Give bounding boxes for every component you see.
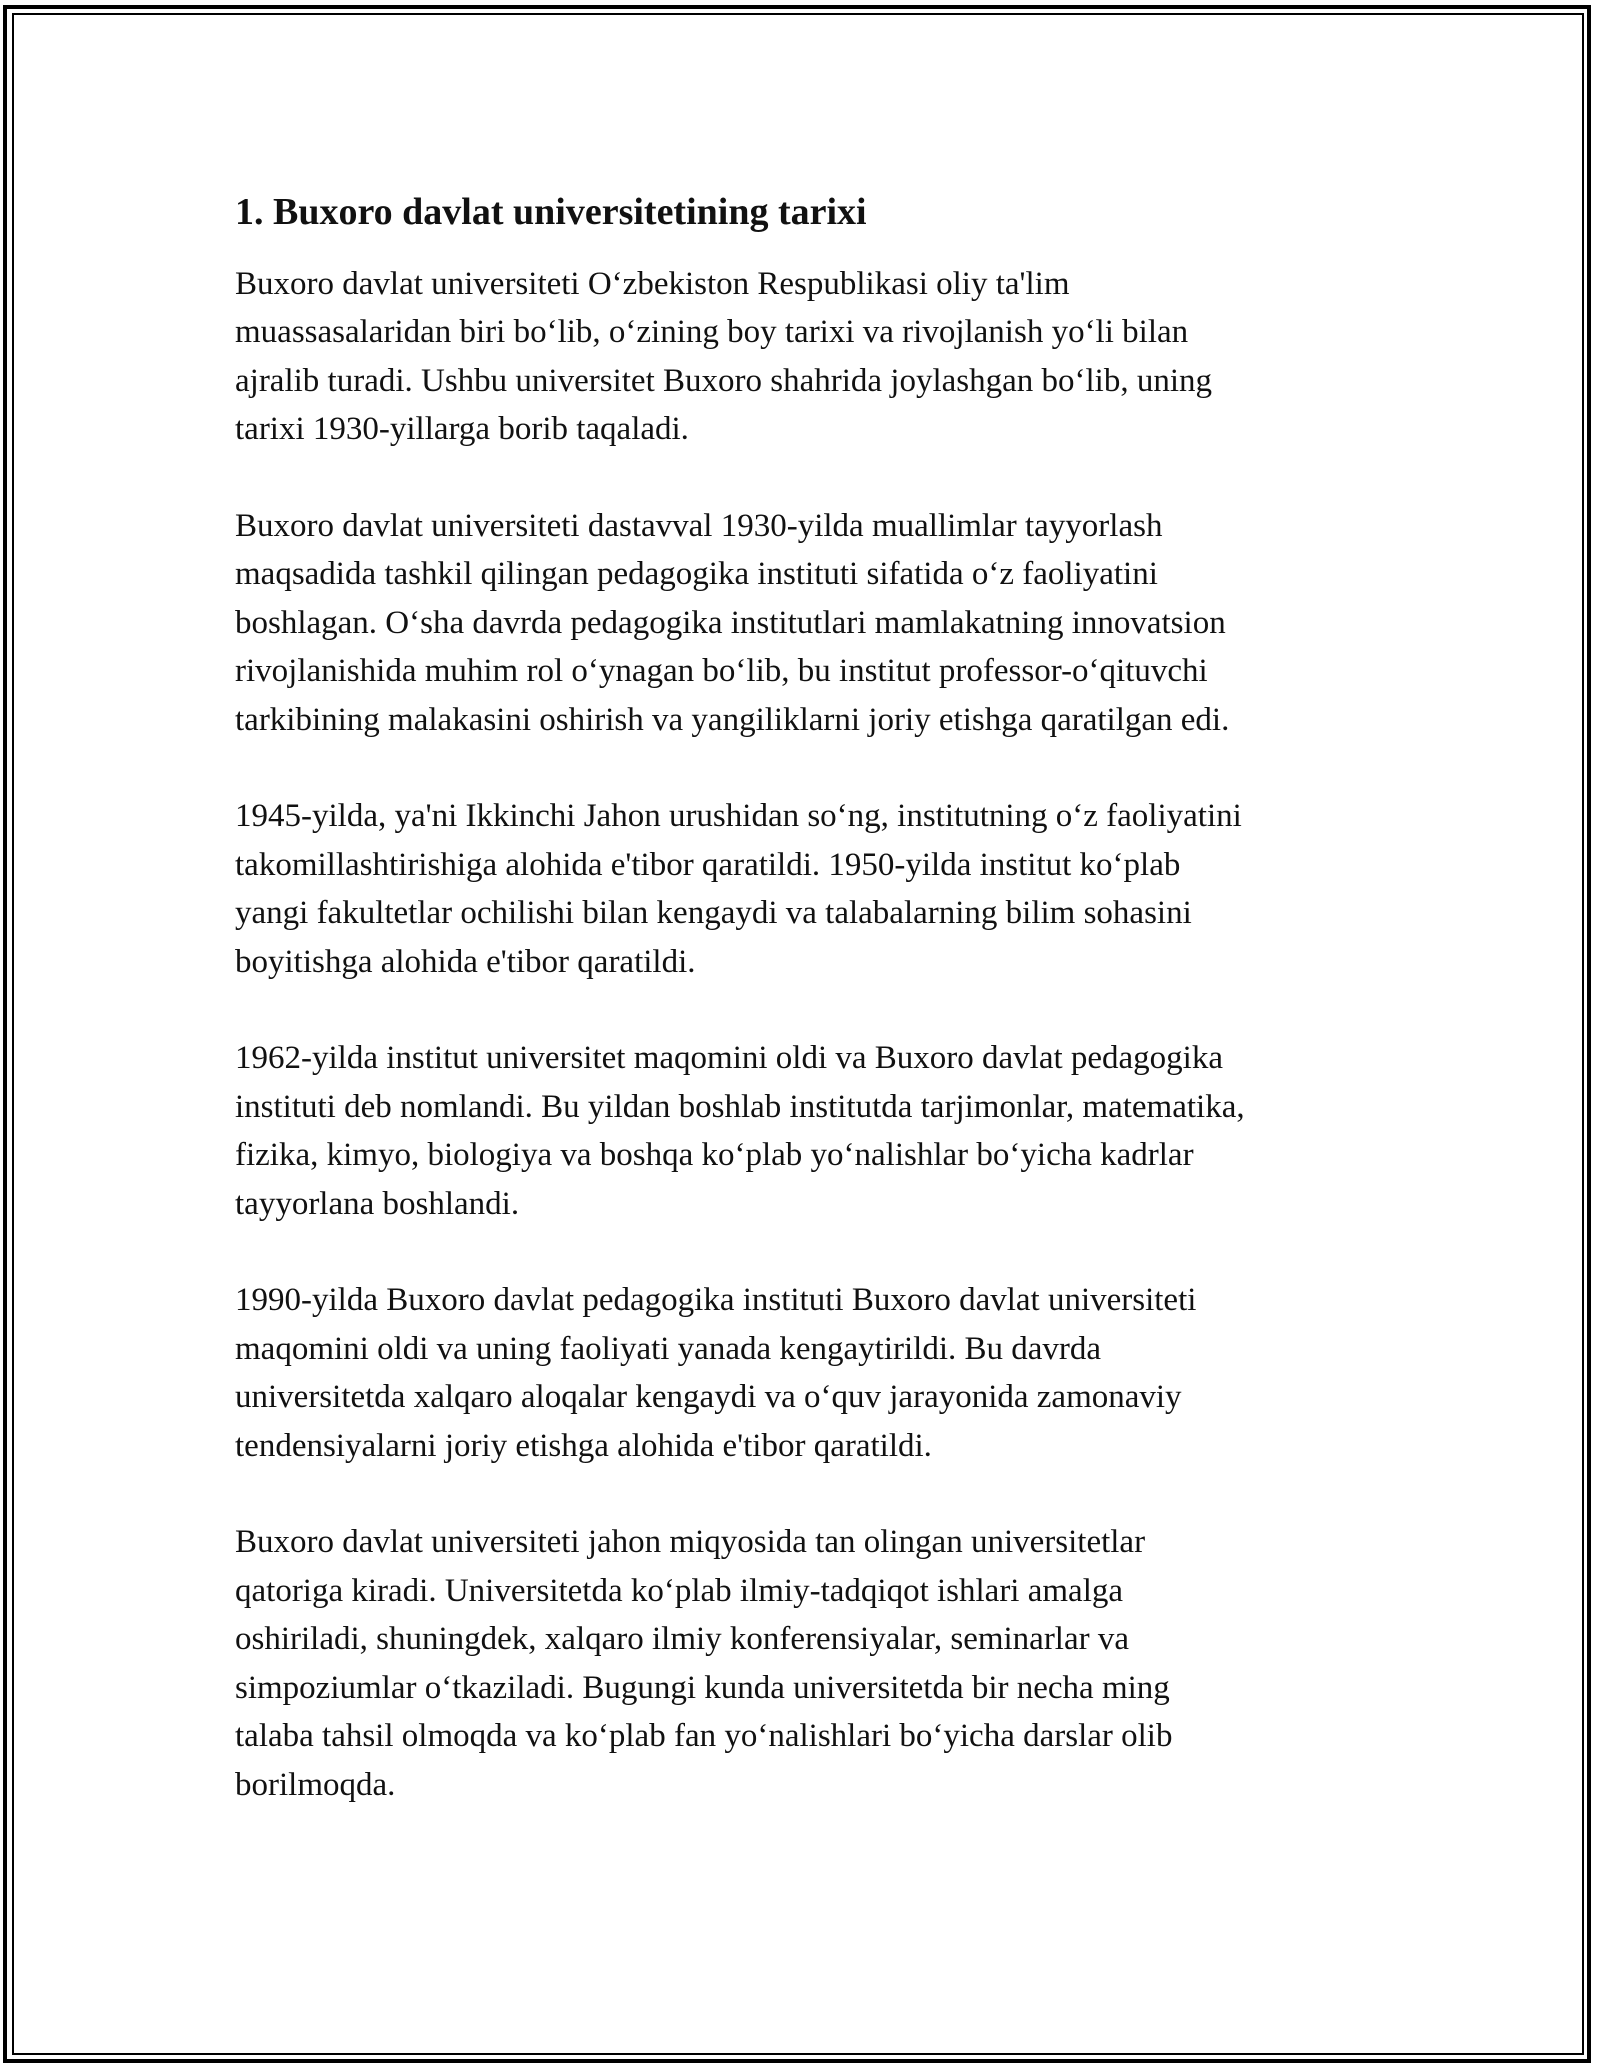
text-line: yangi fakultetlar ochilishi bilan kengaydi va talabalarning bilim sohasini: [235, 895, 1192, 932]
text-line: muassasalaridan biri bo‘lib, o‘zining boy tarixi va rivojlanish yo‘li bilan: [235, 314, 1189, 351]
text-line: 1945-yilda, ya'ni Ikkinchi Jahon urushidan so‘ng, institutning o‘z faoliyatini: [235, 798, 1242, 835]
text-line: Buxoro davlat universiteti dastavval 1930-yilda muallimlar tayyorlash: [235, 508, 1163, 545]
section-heading: 1. Buxoro davlat universitetining tarixi: [235, 191, 867, 233]
paragraph-1990: [235, 1276, 1395, 1470]
text-line: 1962-yilda institut universitet maqomini oldi va Buxoro davlat pedagogika: [235, 1040, 1224, 1077]
paragraph-1945: [235, 792, 1395, 986]
text-line: 1990-yilda Buxoro davlat pedagogika instituti Buxoro davlat universiteti: [235, 1282, 1197, 1319]
text-line: takomillashtirishiga alohida e'tibor qaratildi. 1950-yilda institut ko‘plab: [235, 846, 1181, 883]
text-line: universitetda xalqaro aloqalar kengaydi va o‘quv jarayonida zamonaviy: [235, 1379, 1182, 1416]
text-line: boyitishga alohida e'tibor qaratildi.: [235, 943, 696, 980]
text-line: fizika, kimyo, biologiya va boshqa ko‘plab yo‘nalishlar bo‘yicha kadrlar: [235, 1137, 1194, 1174]
document-body: [235, 188, 1395, 1857]
paragraph-founding: [235, 502, 1395, 744]
text-line: rivojlanishida muhim rol o‘ynagan bo‘lib, bu institut professor-o‘qituvchi: [235, 653, 1208, 690]
text-line: ajralib turadi. Ushbu universitet Buxoro shahrida joylashgan bo‘lib, uning: [235, 362, 1212, 399]
text-line: tarkibining malakasini oshirish va yangiliklarni joriy etishga qaratilgan edi.: [235, 701, 1230, 738]
text-line: qatoriga kiradi. Universitetda ko‘plab ilmiy-tadqiqot ishlari amalga: [235, 1572, 1124, 1609]
text-line: Buxoro davlat universiteti O‘zbekiston Respublikasi oliy ta'lim: [235, 266, 1070, 302]
text-line: tayyorlana boshlandi.: [235, 1185, 520, 1222]
text-line: Buxoro davlat universiteti jahon miqyosida tan olingan universitetlar: [235, 1524, 1146, 1561]
text-line: simpoziumlar o‘tkaziladi. Bugungi kunda universitetda bir necha ming: [235, 1669, 1170, 1706]
text-line: maqsadida tashkil qilingan pedagogika instituti sifatida o‘z faoliyatini: [235, 556, 1158, 593]
paragraph-today: [235, 1518, 1395, 1808]
text-line: borilmoqda.: [235, 1766, 396, 1803]
text-line: tendensiyalarni joriy etishga alohida e'tibor qaratildi.: [235, 1427, 932, 1464]
text-line: maqomini oldi va uning faoliyati yanada kengaytirildi. Bu davrda: [235, 1330, 1102, 1367]
text-line: boshlagan. O‘sha davrda pedagogika institutlari mamlakatning innovatsion: [235, 604, 1226, 641]
paragraph-1962: [235, 1034, 1395, 1228]
paragraph-intro: [235, 260, 1395, 454]
text-line: instituti deb nomlandi. Bu yildan boshlab institutda tarjimonlar, matematika,: [235, 1088, 1245, 1125]
text-line: talaba tahsil olmoqda va ko‘plab fan yo‘nalishlari bo‘yicha darslar olib: [235, 1718, 1173, 1755]
text-line: oshiriladi, shuningdek, xalqaro ilmiy konferensiyalar, seminarlar va: [235, 1621, 1130, 1658]
text-line: tarixi 1930-yillarga borib taqaladi.: [235, 411, 689, 448]
